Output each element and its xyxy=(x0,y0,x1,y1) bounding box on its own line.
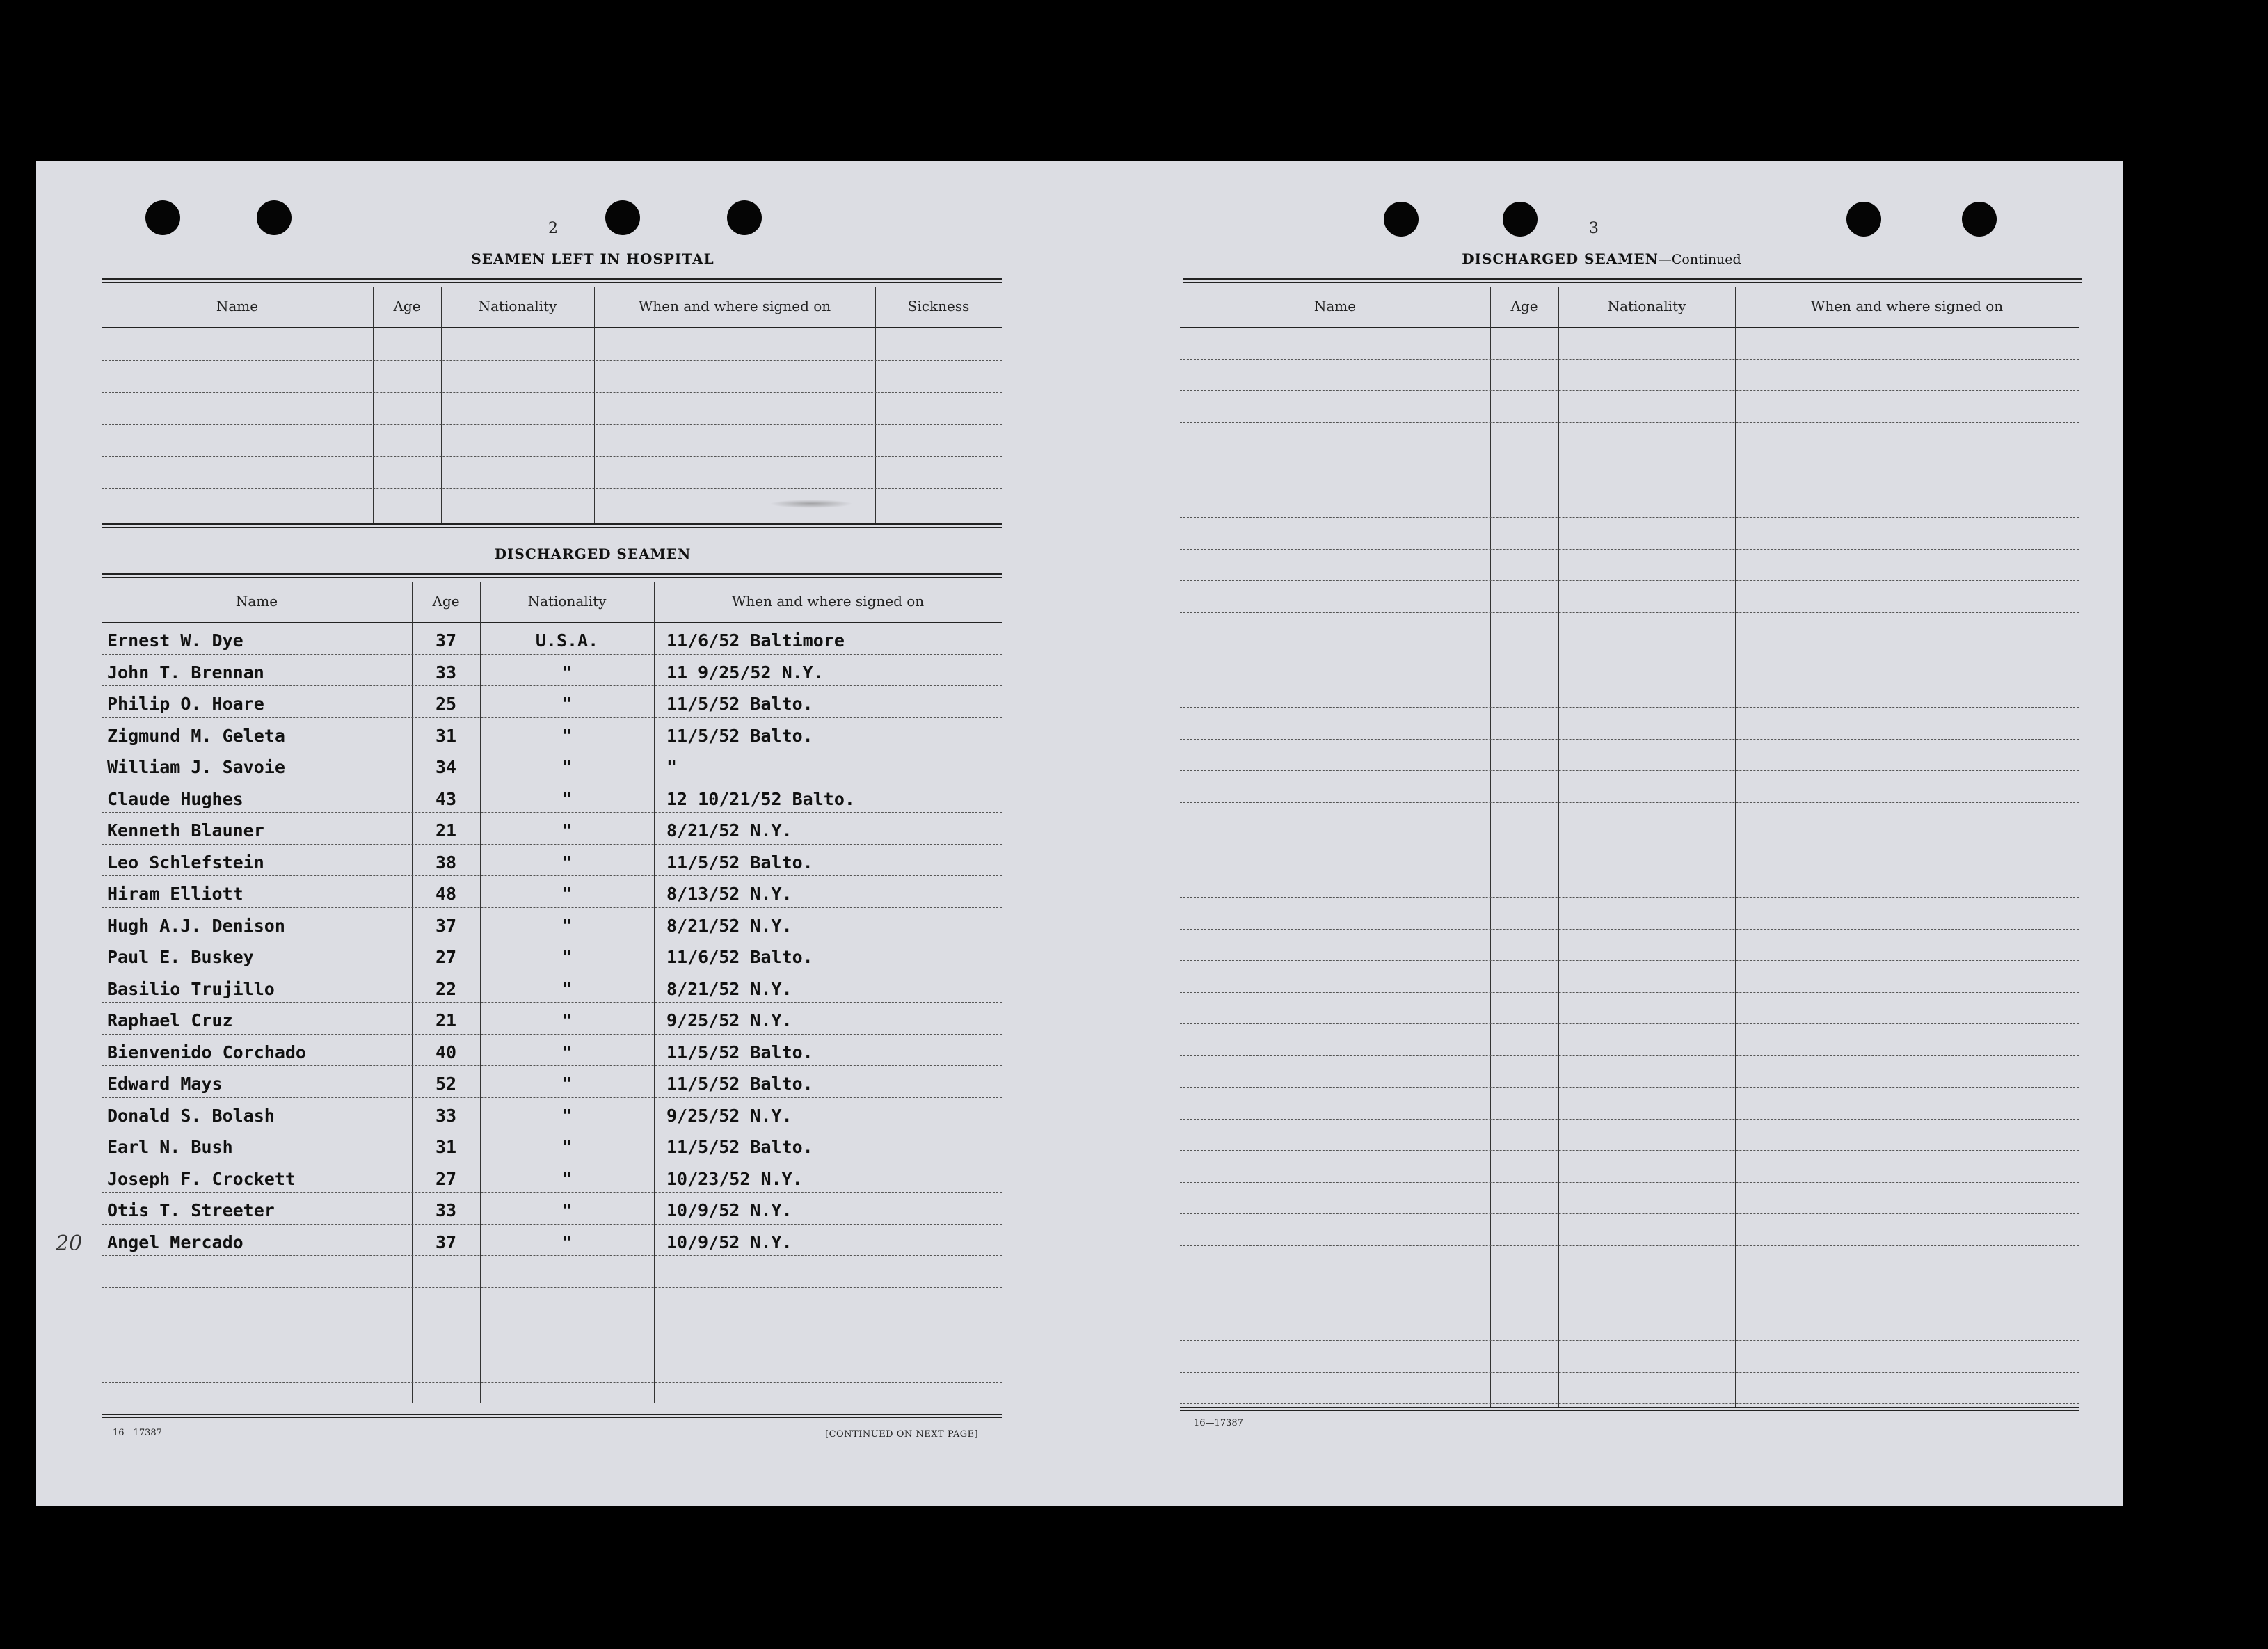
cell-signed-on: 11/5/52 Balto. xyxy=(666,1137,813,1157)
table-row xyxy=(102,1002,1002,1003)
table-row xyxy=(102,392,1002,393)
cell-age: 48 xyxy=(435,884,457,904)
cell-signed-on: 11/6/52 Baltimore xyxy=(666,630,845,651)
cell-nationality: " xyxy=(561,662,573,683)
cell-age: 22 xyxy=(435,978,457,999)
cell-signed-on: 11/5/52 Balto. xyxy=(666,1042,813,1062)
table-row xyxy=(102,812,1002,813)
cell-nationality: " xyxy=(561,757,573,777)
cell-age: 34 xyxy=(435,757,457,777)
ledger-sheet xyxy=(36,161,2123,1506)
table-row xyxy=(102,717,1002,718)
col-header-name: Name xyxy=(1313,298,1357,314)
cell-signed-on: 11/5/52 Balto. xyxy=(666,852,813,873)
cell-age: 25 xyxy=(435,694,457,714)
table-row xyxy=(1180,1055,2079,1056)
table-row xyxy=(1180,739,2079,740)
table-row xyxy=(102,875,1002,876)
table-row xyxy=(102,456,1002,457)
table-row xyxy=(102,1224,1002,1225)
table-row xyxy=(1180,1087,2079,1088)
discharged-continued-title: DISCHARGED SEAMEN—Continued xyxy=(1462,250,1741,267)
cell-nationality: U.S.A. xyxy=(535,630,599,651)
table-row xyxy=(102,1065,1002,1066)
cell-name: Paul E. Buskey xyxy=(107,947,254,967)
cell-nationality: " xyxy=(561,1200,573,1220)
punch-hole xyxy=(727,200,762,235)
cell-nationality: " xyxy=(561,694,573,714)
title-rule xyxy=(102,573,1002,578)
cell-nationality: " xyxy=(561,820,573,841)
table-row xyxy=(1180,1372,2079,1373)
section-rule xyxy=(102,523,1002,528)
table-row xyxy=(1180,770,2079,771)
table-row xyxy=(102,1287,1002,1288)
cell-signed-on: 8/13/52 N.Y. xyxy=(666,884,792,904)
cell-signed-on: 8/21/52 N.Y. xyxy=(666,820,792,841)
cell-nationality: " xyxy=(561,947,573,967)
title-rule xyxy=(102,278,1002,283)
cell-age: 52 xyxy=(435,1074,457,1094)
table-row xyxy=(1180,1150,2079,1151)
table-row xyxy=(102,685,1002,686)
table-row xyxy=(102,654,1002,655)
continued-note: [CONTINUED ON NEXT PAGE] xyxy=(825,1429,979,1440)
col-header-signed-on: When and where signed on xyxy=(638,298,831,314)
table-row xyxy=(102,1255,1002,1256)
cell-name: William J. Savoie xyxy=(107,757,285,777)
cell-name: Hiram Elliott xyxy=(107,884,243,904)
col-header-name: Name xyxy=(216,298,259,314)
table-row xyxy=(1180,1023,2079,1024)
cell-signed-on: 9/25/52 N.Y. xyxy=(666,1105,792,1126)
table-row xyxy=(102,844,1002,845)
table-row xyxy=(1180,517,2079,518)
cell-nationality: " xyxy=(561,1010,573,1030)
cell-age: 33 xyxy=(435,662,457,683)
title-rule xyxy=(1183,278,2082,283)
col-header-signed-on: When and where signed on xyxy=(1810,298,2004,314)
discharged-section-title: DISCHARGED SEAMEN xyxy=(494,545,692,562)
table-row xyxy=(1180,1119,2079,1120)
cell-signed-on: 11/6/52 Balto. xyxy=(666,947,813,967)
cell-age: 43 xyxy=(435,788,457,809)
cell-nationality: " xyxy=(561,1137,573,1157)
cell-signed-on: " xyxy=(666,757,678,777)
table-row xyxy=(1180,580,2079,581)
table-row xyxy=(102,1034,1002,1035)
cell-signed-on: 10/9/52 N.Y. xyxy=(666,1200,792,1220)
table-row xyxy=(1180,960,2079,961)
table-row xyxy=(1180,992,2079,993)
cell-age: 21 xyxy=(435,820,457,841)
cell-signed-on: 11/5/52 Balto. xyxy=(666,694,813,714)
punch-hole xyxy=(1962,202,1997,237)
col-header-age: Age xyxy=(432,593,460,610)
cell-signed-on: 11/5/52 Balto. xyxy=(666,1074,813,1094)
col-header-sickness: Sickness xyxy=(907,298,970,314)
table-row xyxy=(1180,929,2079,930)
col-header-nationality: Nationality xyxy=(527,593,607,610)
table-row xyxy=(1180,1182,2079,1183)
cell-nationality: " xyxy=(561,915,573,936)
cell-age: 31 xyxy=(435,725,457,746)
cell-name: Claude Hughes xyxy=(107,788,243,809)
cell-name: Earl N. Bush xyxy=(107,1137,233,1157)
table-row xyxy=(1180,897,2079,898)
table-row xyxy=(1180,1340,2079,1341)
cell-nationality: " xyxy=(561,978,573,999)
cell-age: 33 xyxy=(435,1200,457,1220)
col-header-name: Name xyxy=(235,593,278,610)
col-header-age: Age xyxy=(393,298,421,314)
table-row xyxy=(102,424,1002,425)
cell-age: 37 xyxy=(435,630,457,651)
cell-age: 37 xyxy=(435,915,457,936)
cell-nationality: " xyxy=(561,852,573,873)
table-row xyxy=(102,1382,1002,1383)
cell-age: 27 xyxy=(435,947,457,967)
table-row xyxy=(1180,1213,2079,1214)
table-row xyxy=(102,907,1002,908)
cell-age: 37 xyxy=(435,1232,457,1252)
cell-signed-on: 10/23/52 N.Y. xyxy=(666,1168,803,1189)
left-page xyxy=(36,161,1080,1506)
table-row xyxy=(102,1097,1002,1098)
col-header-nationality: Nationality xyxy=(1607,298,1686,314)
cell-nationality: " xyxy=(561,884,573,904)
cell-name: Leo Schlefstein xyxy=(107,852,264,873)
cell-nationality: " xyxy=(561,1168,573,1189)
punch-hole xyxy=(257,200,292,235)
cell-name: Raphael Cruz xyxy=(107,1010,233,1030)
cell-signed-on: 9/25/52 N.Y. xyxy=(666,1010,792,1030)
form-number: 16—17387 xyxy=(1194,1418,1243,1428)
cell-age: 33 xyxy=(435,1105,457,1126)
cell-name: Basilio Trujillo xyxy=(107,978,275,999)
cell-name: Kenneth Blauner xyxy=(107,820,264,841)
cell-name: Bienvenido Corchado xyxy=(107,1042,306,1062)
discharged-continued-table xyxy=(1180,287,2079,1407)
cell-name: Ernest W. Dye xyxy=(107,630,243,651)
cell-name: Edward Mays xyxy=(107,1074,223,1094)
cell-age: 31 xyxy=(435,1137,457,1157)
margin-note: 20 xyxy=(56,1232,83,1256)
cell-nationality: " xyxy=(561,1074,573,1094)
table-row xyxy=(1180,707,2079,708)
col-header-nationality: Nationality xyxy=(478,298,557,314)
table-row xyxy=(1180,422,2079,423)
bottom-rule xyxy=(102,1414,1002,1418)
col-header-age: Age xyxy=(1510,298,1538,314)
cell-age: 27 xyxy=(435,1168,457,1189)
cell-signed-on: 12 10/21/52 Balto. xyxy=(666,788,855,809)
cell-signed-on: 11/5/52 Balto. xyxy=(666,725,813,746)
cell-name: Angel Mercado xyxy=(107,1232,243,1252)
cell-nationality: " xyxy=(561,725,573,746)
punch-hole xyxy=(145,200,180,235)
form-number: 16—17387 xyxy=(113,1428,162,1438)
cell-name: Donald S. Bolash xyxy=(107,1105,275,1126)
cell-age: 21 xyxy=(435,1010,457,1030)
cell-name: John T. Brennan xyxy=(107,662,264,683)
cell-nationality: " xyxy=(561,1232,573,1252)
table-row xyxy=(1180,549,2079,550)
cell-signed-on: 8/21/52 N.Y. xyxy=(666,915,792,936)
table-row xyxy=(1180,612,2079,613)
cell-name: Philip O. Hoare xyxy=(107,694,264,714)
right-page xyxy=(1080,161,2123,1506)
table-row xyxy=(1180,390,2079,391)
cell-signed-on: 8/21/52 N.Y. xyxy=(666,978,792,999)
punch-hole xyxy=(605,200,640,235)
cell-signed-on: 10/9/52 N.Y. xyxy=(666,1232,792,1252)
table-row xyxy=(1180,359,2079,360)
discharged-seamen-table xyxy=(102,582,1002,1403)
cell-name: Zigmund M. Geleta xyxy=(107,725,285,746)
cell-nationality: " xyxy=(561,788,573,809)
cell-signed-on: 11 9/25/52 N.Y. xyxy=(666,662,824,683)
table-row xyxy=(1180,802,2079,803)
page-number: 2 xyxy=(548,220,558,237)
punch-hole xyxy=(1846,202,1881,237)
hospital-table xyxy=(102,287,1002,523)
col-header-signed-on: When and where signed on xyxy=(731,593,925,610)
page-number: 3 xyxy=(1589,220,1599,237)
punch-hole xyxy=(1384,202,1419,237)
table-row xyxy=(102,360,1002,361)
table-row xyxy=(1180,1245,2079,1246)
hospital-section-title: SEAMEN LEFT IN HOSPITAL xyxy=(471,250,714,267)
table-row xyxy=(1180,1403,2079,1404)
cell-name: Joseph F. Crockett xyxy=(107,1168,296,1189)
table-row xyxy=(102,1192,1002,1193)
punch-hole xyxy=(1503,202,1538,237)
ink-smudge xyxy=(769,500,853,508)
cell-nationality: " xyxy=(561,1042,573,1062)
cell-name: Hugh A.J. Denison xyxy=(107,915,285,936)
cell-age: 40 xyxy=(435,1042,457,1062)
bottom-rule xyxy=(1180,1407,2079,1411)
cell-age: 38 xyxy=(435,852,457,873)
cell-name: Otis T. Streeter xyxy=(107,1200,275,1220)
table-row xyxy=(102,488,1002,489)
cell-nationality: " xyxy=(561,1105,573,1126)
